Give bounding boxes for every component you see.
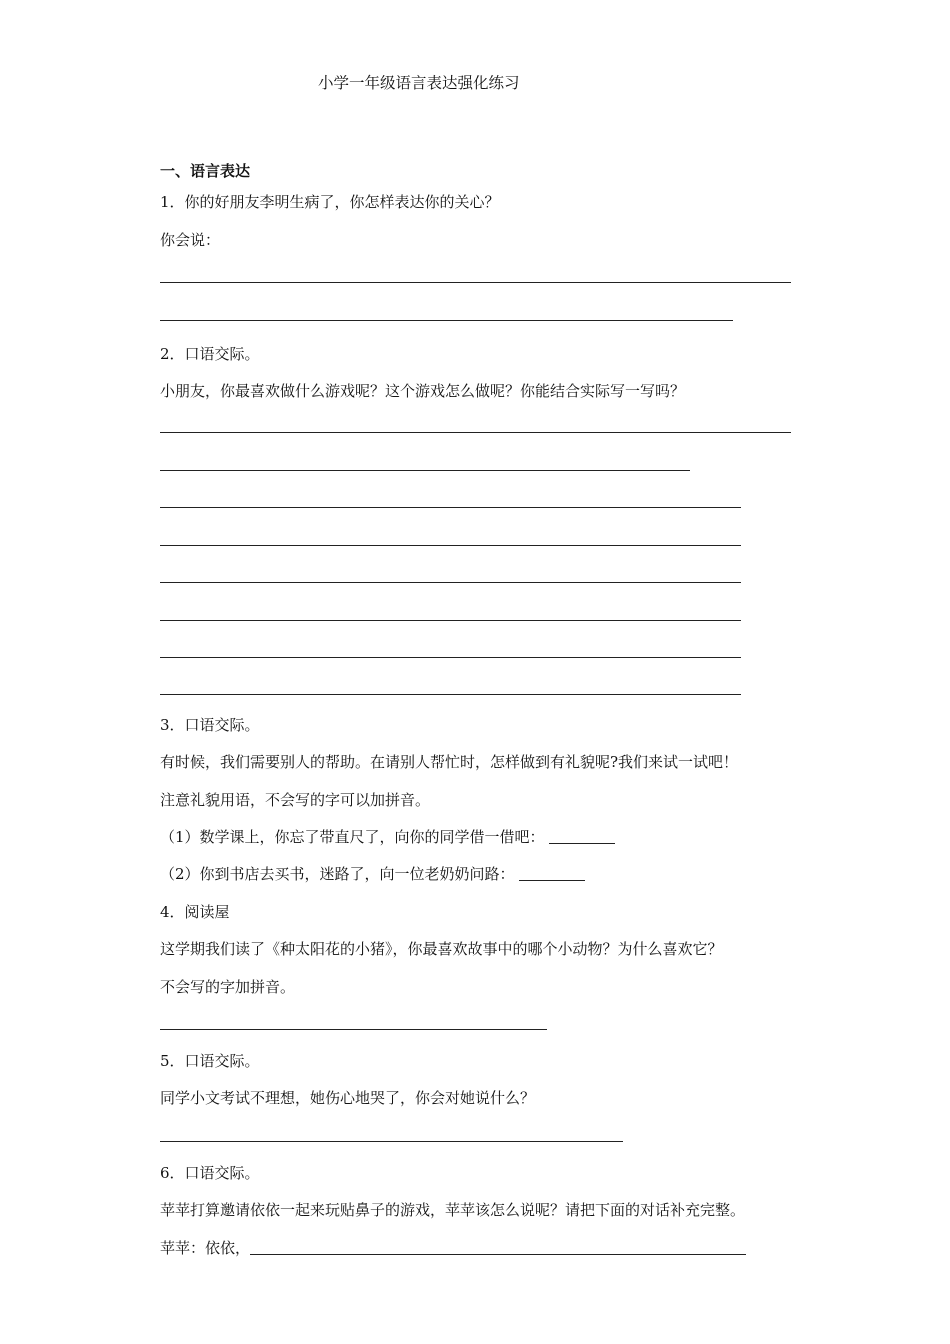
question-3: 3．口语交际。 [160, 716, 260, 734]
fill-blank[interactable] [519, 866, 585, 881]
answer-line[interactable] [160, 282, 791, 283]
question-5: 5．口语交际。 [160, 1052, 260, 1070]
question-3-sub-2-text: （2）你到书店去买书，迷路了，向一位老奶奶问路： [160, 865, 515, 883]
question-4-prompt: 这学期我们读了《种太阳花的小猪》，你最喜欢故事中的哪个小动物？为什么喜欢它？ [160, 940, 723, 958]
answer-line[interactable] [160, 620, 741, 621]
question-6-prompt: 苹苹打算邀请依依一起来玩贴鼻子的游戏，苹苹该怎么说呢？请把下面的对话补充完整。 [160, 1201, 746, 1219]
answer-line[interactable] [160, 694, 741, 695]
question-6: 6．口语交际。 [160, 1164, 260, 1182]
question-2-prompt: 小朋友，你最喜欢做什么游戏呢？这个游戏怎么做呢？你能结合实际写一写吗？ [160, 382, 686, 400]
answer-line[interactable] [160, 1029, 547, 1030]
question-3-sub-2 [160, 863, 585, 884]
answer-line[interactable] [160, 320, 733, 321]
question-1: 1．你的好朋友李明生病了，你怎样表达你的关心？ [160, 193, 500, 211]
answer-line[interactable] [160, 582, 741, 583]
question-3-sub-1-text: （1）数学课上，你忘了带直尺了，向你的同学借一借吧： [160, 828, 545, 846]
question-4: 4．阅读屋 [160, 903, 230, 921]
question-6-dialog-text: 苹苹：依依， [160, 1239, 251, 1257]
question-1-prompt: 你会说： [160, 231, 221, 249]
question-3-note: 注意礼貌用语，不会写的字可以加拼音。 [160, 791, 431, 809]
answer-line[interactable] [160, 545, 741, 546]
answer-line[interactable] [160, 432, 791, 433]
question-5-prompt: 同学小文考试不理想，她伤心地哭了，你会对她说什么？ [160, 1089, 536, 1107]
page-title: 小学一年级语言表达强化练习 [318, 74, 520, 92]
answer-line[interactable] [160, 470, 690, 471]
question-2: 2．口语交际。 [160, 345, 260, 363]
question-4-note: 不会写的字加拼音。 [160, 978, 296, 996]
section-heading: 一、语言表达 [160, 162, 251, 180]
fill-blank[interactable] [549, 829, 615, 844]
answer-line[interactable] [160, 507, 741, 508]
answer-line[interactable] [160, 657, 741, 658]
question-6-dialog [160, 1237, 746, 1258]
question-3-sub-1 [160, 826, 615, 847]
fill-blank[interactable] [250, 1240, 746, 1255]
answer-line[interactable] [160, 1141, 623, 1142]
question-3-intro: 有时候，我们需要别人的帮助。在请别人帮忙时，怎样做到有礼貌呢?我们来试一试吧！ [160, 753, 739, 771]
